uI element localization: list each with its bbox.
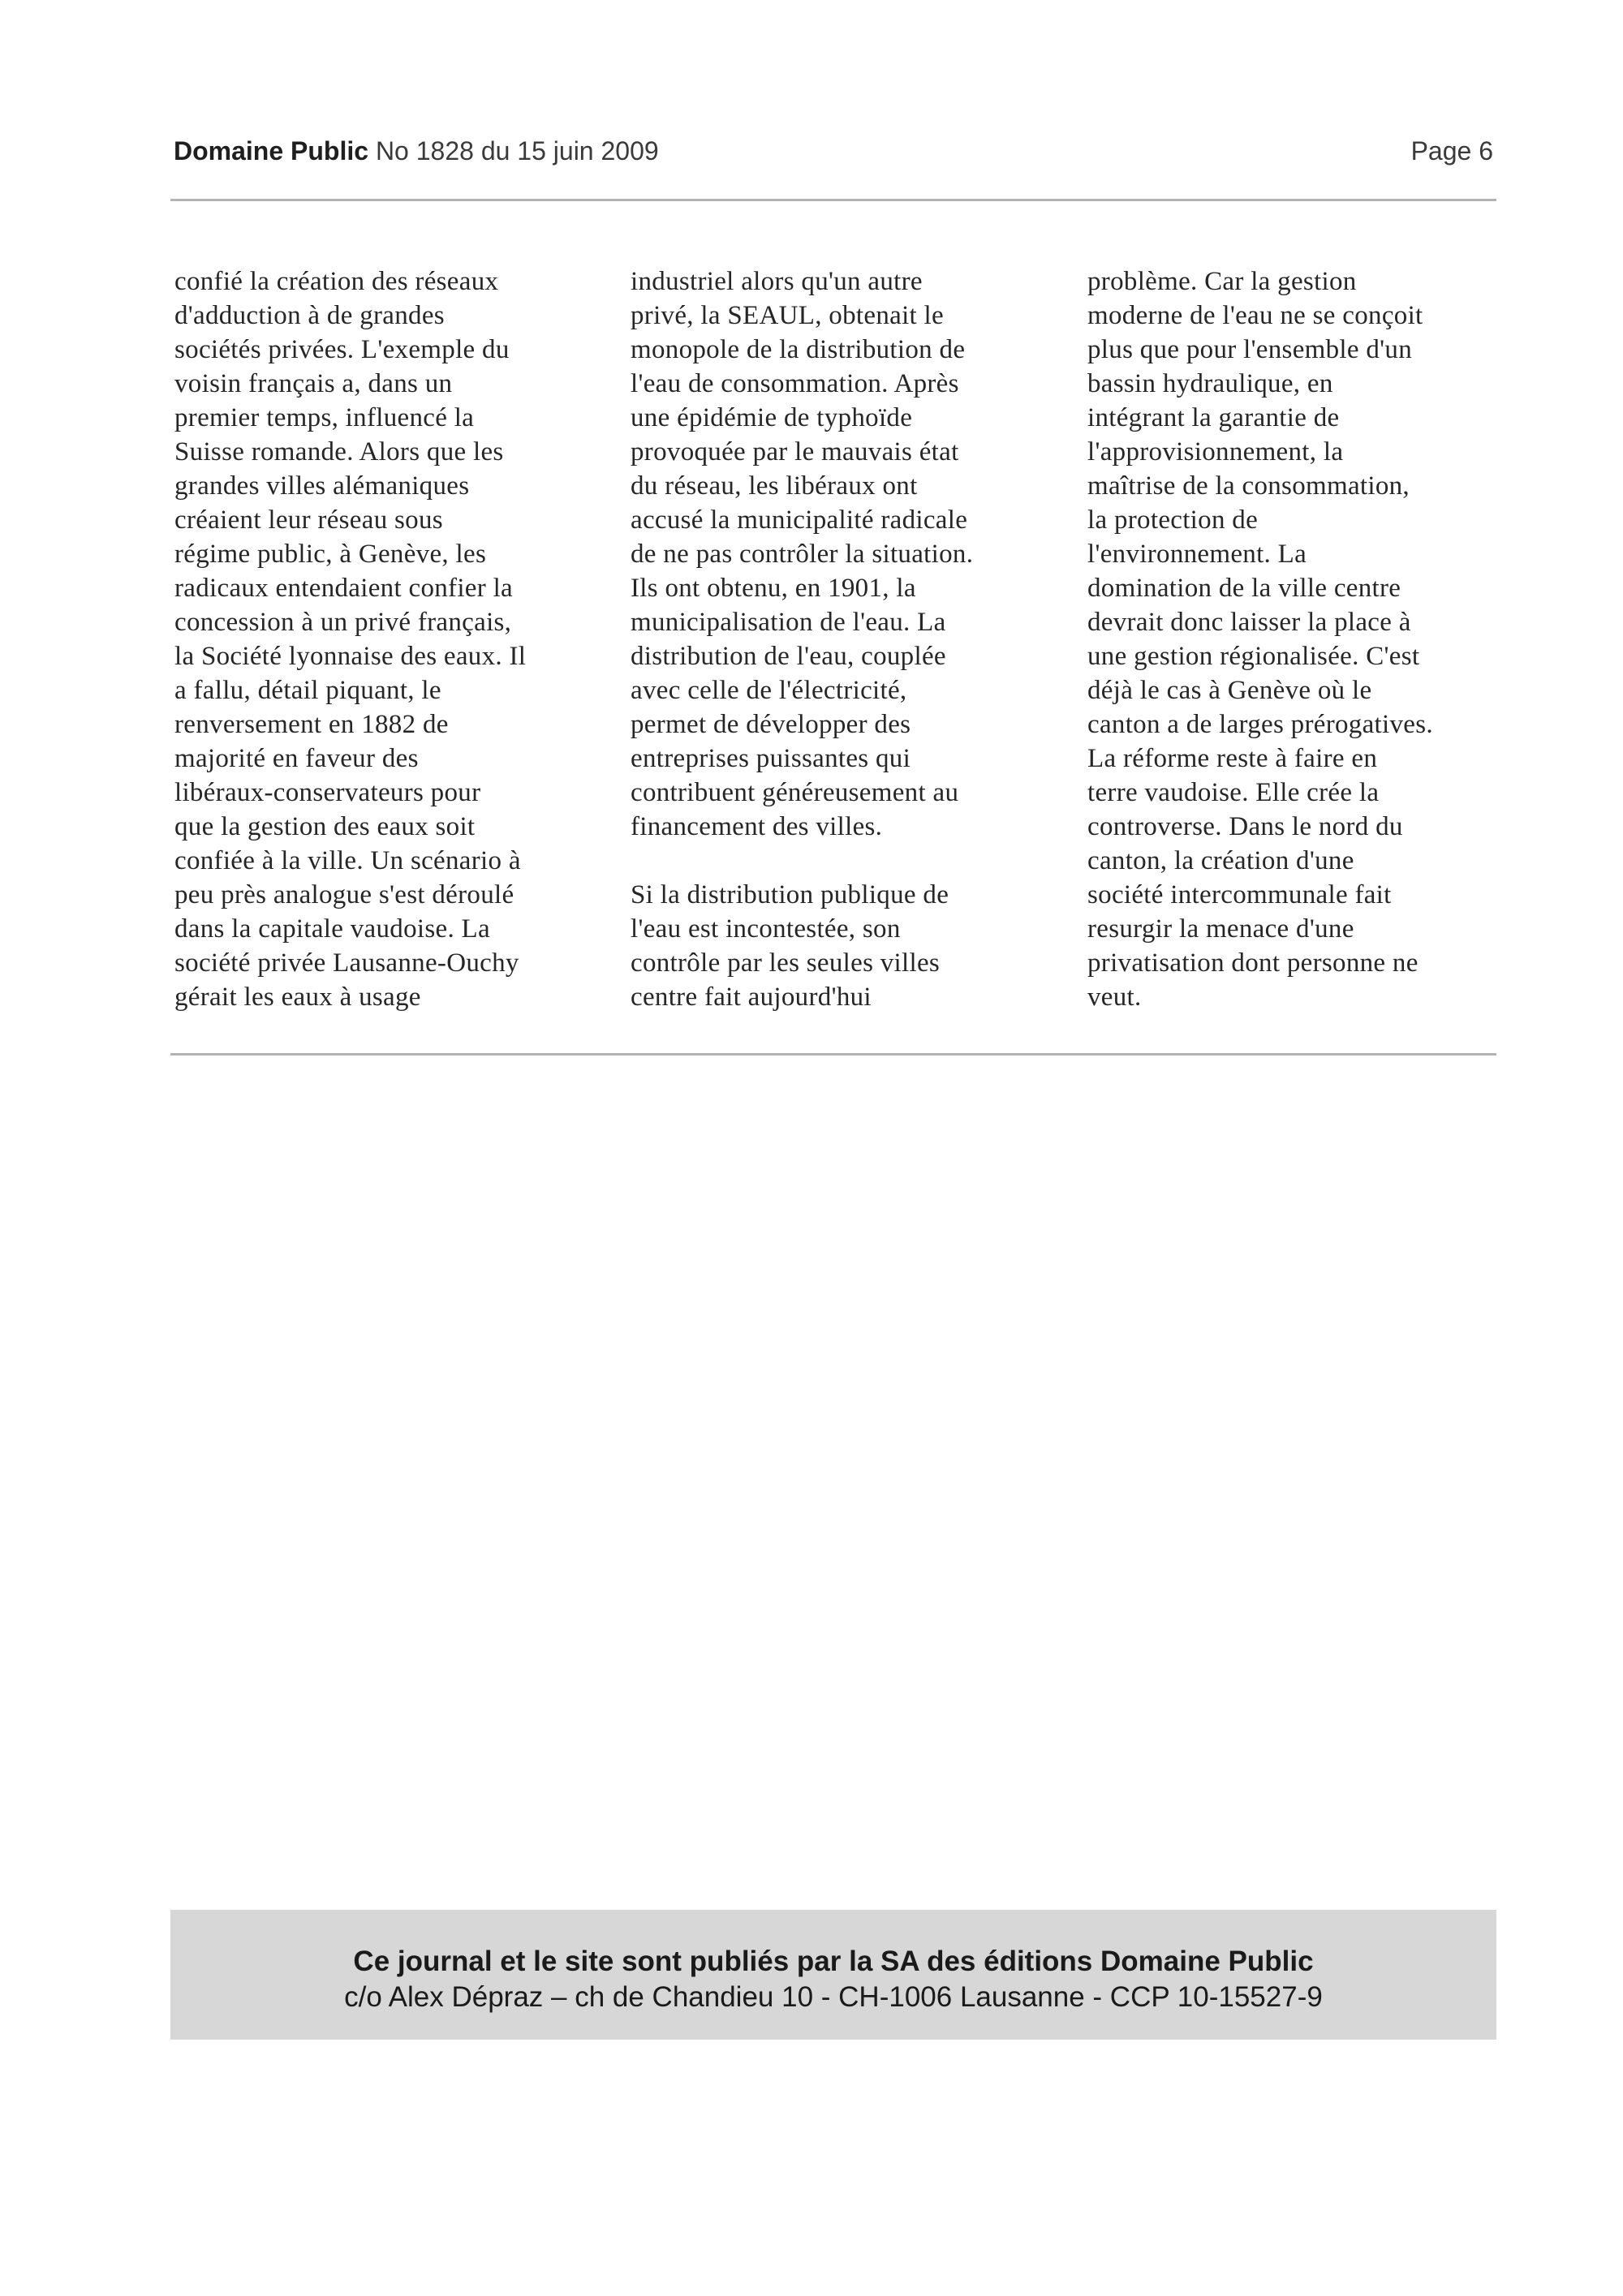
- text-line: société privée Lausanne-Ouchy: [174, 948, 519, 978]
- text-line: provoquée par le mauvais état: [631, 437, 959, 467]
- text-line: déjà le cas à Genève où le: [1087, 676, 1372, 705]
- text-line: de ne pas contrôler la situation.: [631, 540, 974, 569]
- text-line: majorité en faveur des: [174, 744, 419, 773]
- text-line: la protection de: [1087, 505, 1259, 535]
- text-line: devrait donc laisser la place à: [1087, 608, 1411, 637]
- text-line: que la gestion des eaux soit: [174, 812, 476, 841]
- text-line: la Société lyonnaise des eaux. Il: [174, 642, 527, 671]
- text-line: concession à un privé français,: [174, 608, 512, 637]
- text-line: l'eau de consommation. Après: [631, 369, 959, 398]
- text-line: terre vaudoise. Elle crée la: [1087, 778, 1380, 807]
- header-divider: [170, 199, 1496, 201]
- text-line: industriel alors qu'un autre: [631, 267, 923, 296]
- text-line: moderne de l'eau ne se conçoit: [1087, 301, 1423, 330]
- page-number: Page 6: [1410, 136, 1493, 166]
- text-line: municipalisation de l'eau. La: [631, 608, 946, 637]
- text-line: créaient leur réseau sous: [174, 505, 443, 535]
- text-line: accusé la municipalité radicale: [631, 505, 968, 535]
- text-line: Si la distribution publique de: [631, 880, 949, 909]
- text-line: gérait les eaux à usage: [174, 982, 421, 1012]
- text-line: régime public, à Genève, les: [174, 540, 487, 569]
- text-line: entreprises puissantes qui: [631, 744, 911, 773]
- text-line: du réseau, les libéraux ont: [631, 471, 918, 501]
- text-line: confié la création des réseaux: [174, 267, 499, 296]
- publisher-statement: Ce journal et le site sont publiés par la SA des éditions Domaine Public: [353, 1946, 1314, 1977]
- text-line: société intercommunale fait: [1087, 880, 1392, 909]
- page-header: [174, 131, 1493, 170]
- text-line: l'eau est incontestée, son: [631, 914, 901, 944]
- text-line: La réforme reste à faire en: [1087, 744, 1378, 773]
- text-line: dans la capitale vaudoise. La: [174, 914, 490, 944]
- text-line: une gestion régionalisée. C'est: [1087, 642, 1420, 671]
- text-line: bassin hydraulique, en: [1087, 369, 1333, 398]
- text-line: a fallu, détail piquant, le: [174, 676, 441, 705]
- text-line: maîtrise de la consommation,: [1087, 471, 1410, 501]
- publisher-footer: [170, 1910, 1496, 2040]
- text-line: resurgir la menace d'une: [1087, 914, 1354, 944]
- text-line: permet de développer des: [631, 710, 911, 739]
- text-line: l'environnement. La: [1087, 540, 1307, 569]
- text-line: centre fait aujourd'hui: [631, 982, 872, 1012]
- text-line: voisin français a, dans un: [174, 369, 453, 398]
- text-line: sociétés privées. L'exemple du: [174, 335, 510, 364]
- text-line: canton, la création d'une: [1087, 846, 1354, 875]
- text-line: d'adduction à de grandes: [174, 301, 445, 330]
- publication-name: Domaine Public: [174, 136, 369, 166]
- text-line: contrôle par les seules villes: [631, 948, 941, 978]
- text-line: radicaux entendaient confier la: [174, 574, 513, 603]
- text-column-2: [631, 264, 1057, 1014]
- text-line: privatisation dont personne ne: [1087, 948, 1419, 978]
- text-line: veut.: [1087, 982, 1142, 1012]
- text-line: domination de la ville centre: [1087, 574, 1401, 603]
- text-line: intégrant la garantie de: [1087, 403, 1340, 432]
- text-line: canton a de larges prérogatives.: [1087, 710, 1433, 739]
- text-line: premier temps, influencé la: [174, 403, 475, 432]
- text-line: problème. Car la gestion: [1087, 267, 1357, 296]
- text-line: avec celle de l'électricité,: [631, 676, 907, 705]
- text-line: contribuent généreusement au: [631, 778, 959, 807]
- text-line: Ils ont obtenu, en 1901, la: [631, 574, 916, 603]
- header-publication: [174, 131, 659, 170]
- article-end-divider: [170, 1053, 1496, 1056]
- text-line: libéraux-conservateurs pour: [174, 778, 481, 807]
- text-column-1: [174, 264, 601, 1014]
- text-line: monopole de la distribution de: [631, 335, 966, 364]
- text-line: distribution de l'eau, couplée: [631, 642, 946, 671]
- issue-info: No 1828 du 15 juin 2009: [375, 136, 659, 166]
- text-line: peu près analogue s'est déroulé: [174, 880, 514, 909]
- text-line: Suisse romande. Alors que les: [174, 437, 504, 467]
- text-line: privé, la SEAUL, obtenait le: [631, 301, 944, 330]
- publisher-address: c/o Alex Dépraz – ch de Chandieu 10 - CH-1006 Lausanne - CCP 10-15527-9: [344, 1981, 1323, 2013]
- text-line: grandes villes alémaniques: [174, 471, 470, 501]
- text-line: l'approvisionnement, la: [1087, 437, 1344, 467]
- text-line: financement des villes.: [631, 812, 883, 841]
- text-line: controverse. Dans le nord du: [1087, 812, 1403, 841]
- text-line: une épidémie de typhoïde: [631, 403, 913, 432]
- text-line: plus que pour l'ensemble d'un: [1087, 335, 1413, 364]
- text-column-3: [1087, 264, 1514, 1014]
- paragraph-break: [631, 844, 1057, 878]
- text-line: confiée à la ville. Un scénario à: [174, 846, 521, 875]
- text-line: renversement en 1882 de: [174, 710, 449, 739]
